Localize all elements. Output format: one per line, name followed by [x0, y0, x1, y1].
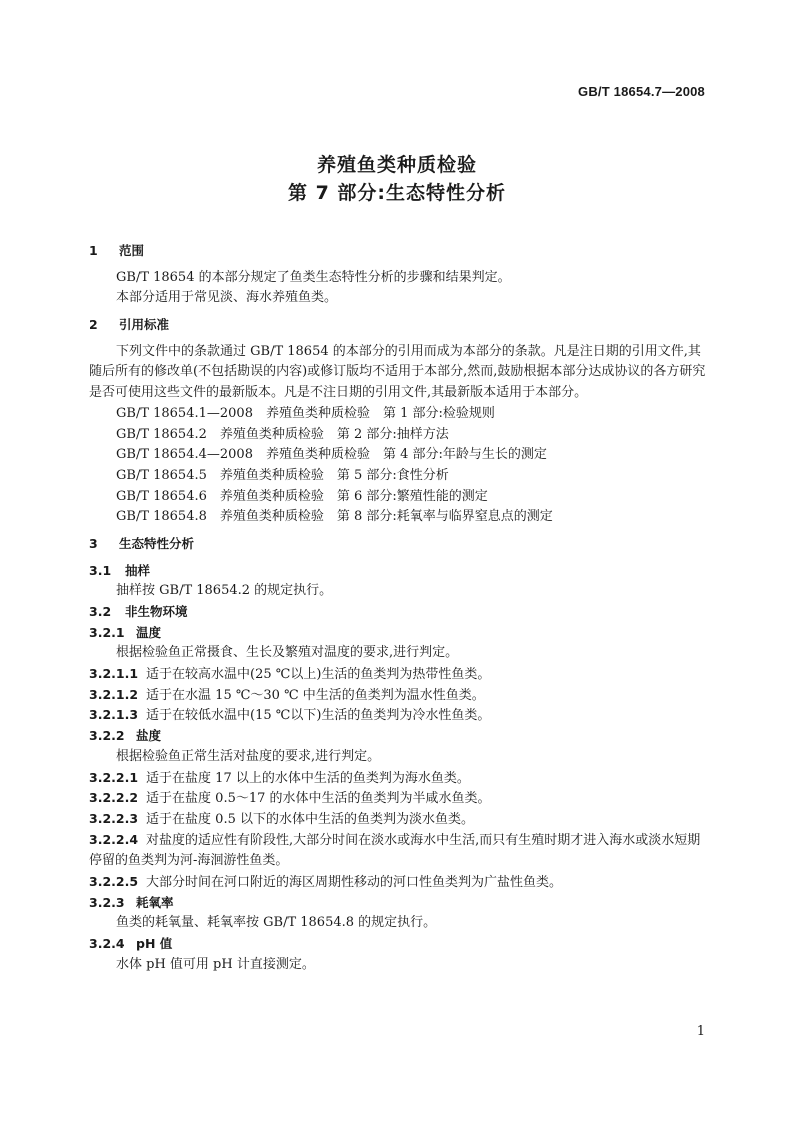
- section-heading-references: 2 引用标准: [89, 317, 170, 333]
- subsection-heading: 3.2.1 温度: [89, 624, 162, 640]
- reference-item: GB/T 18654.5 养殖鱼类种质检验 第 5 部分:食性分析: [116, 467, 449, 483]
- document-title: 养殖鱼类种质检验: [316, 154, 477, 176]
- clause: 3.2.2.5 大部分时间在河口附近的海区周期性移动的河口性鱼类判为广盐性鱼类。: [89, 874, 563, 891]
- clause: 3.2.2.1 适于在盐度 17 以上的水体中生活的鱼类判为海水鱼类。: [89, 769, 470, 786]
- paragraph: 鱼类的耗氧量、耗氧率按 GB/T 18654.8 的规定执行。: [116, 915, 437, 931]
- document-subtitle: 第 7 部分:生态特性分析: [287, 182, 507, 204]
- reference-item: GB/T 18654.8 养殖鱼类种质检验 第 8 部分:耗氧率与临界窒息点的测定: [116, 509, 553, 525]
- paragraph: 抽样按 GB/T 18654.2 的规定执行。: [116, 583, 333, 599]
- clause: 3.2.2.2 适于在盐度 0.5～17 的水体中生活的鱼类判为半咸水鱼类。: [89, 790, 491, 807]
- subsection-heading: 3.2.3 耗氧率: [89, 894, 174, 910]
- reference-item: GB/T 18654.4—2008 养殖鱼类种质检验 第 4 部分:年龄与生长的测定: [116, 447, 547, 463]
- subsection-heading: 3.2.2 盐度: [89, 728, 162, 744]
- section-heading-scope: 1 范围: [89, 243, 145, 258]
- reference-item: GB/T 18654.6 养殖鱼类种质检验 第 6 部分:繁殖性能的测定: [116, 488, 488, 504]
- section-heading-ecology: 3 生态特性分析: [89, 535, 195, 551]
- subsection-heading: 3.1 抽样: [89, 562, 151, 578]
- clause: 3.2.1.1 适于在较高水温中(25 ℃以上)生活的鱼类判为热带性鱼类。: [89, 666, 491, 683]
- document-body: [89, 241, 709, 975]
- paragraph: GB/T 18654 的本部分规定了鱼类生态特性分析的步骤和结果判定。: [116, 269, 511, 285]
- clause: 3.2.2.4 对盐度的适应性有阶段性,大部分时间在淡水或海水中生活,而只有生殖时期才进入海水或淡水短期停留的鱼类判为河-海洄游性鱼类。: [89, 831, 701, 869]
- paragraph: 下列文件中的条款通过 GB/T 18654 的本部分的引用而成为本部分的条款。凡是注日期的引用文件,其随后所有的修改单(不包括勘误的内容)或修订版均不适用于本部分,然而,鼓励根据本部分达成协议的各方研究是否可使用这些文件的最新版本。凡是不注日期的引用文件,其最新版本适用于本部分。: [89, 343, 706, 401]
- reference-item: GB/T 18654.1—2008 养殖鱼类种质检验 第 1 部分:检验规则: [116, 405, 495, 421]
- subsection-heading: 3.2 非生物环境: [89, 604, 188, 620]
- paragraph: 根据检验鱼正常摄食、生长及繁殖对温度的要求,进行判定。: [116, 645, 459, 661]
- paragraph: 根据检验鱼正常生活对盐度的要求,进行判定。: [116, 748, 381, 764]
- clause: 3.2.1.2 适于在水温 15 ℃～30 ℃ 中生活的鱼类判为温水性鱼类。: [89, 686, 485, 703]
- standard-code: GB/T 18654.7—2008: [578, 84, 705, 99]
- page-number: 1: [696, 1024, 705, 1039]
- subsection-heading: 3.2.4 pH 值: [89, 936, 173, 952]
- reference-item: GB/T 18654.2 养殖鱼类种质检验 第 2 部分:抽样方法: [116, 426, 449, 442]
- clause: 3.2.1.3 适于在较低水温中(15 ℃以下)生活的鱼类判为冷水性鱼类。: [89, 707, 491, 724]
- clause: 3.2.2.3 适于在盐度 0.5 以下的水体中生活的鱼类判为淡水鱼类。: [89, 810, 474, 827]
- paragraph: 水体 pH 值可用 pH 计直接测定。: [116, 956, 315, 972]
- paragraph: 本部分适用于常见淡、海水养殖鱼类。: [116, 290, 338, 306]
